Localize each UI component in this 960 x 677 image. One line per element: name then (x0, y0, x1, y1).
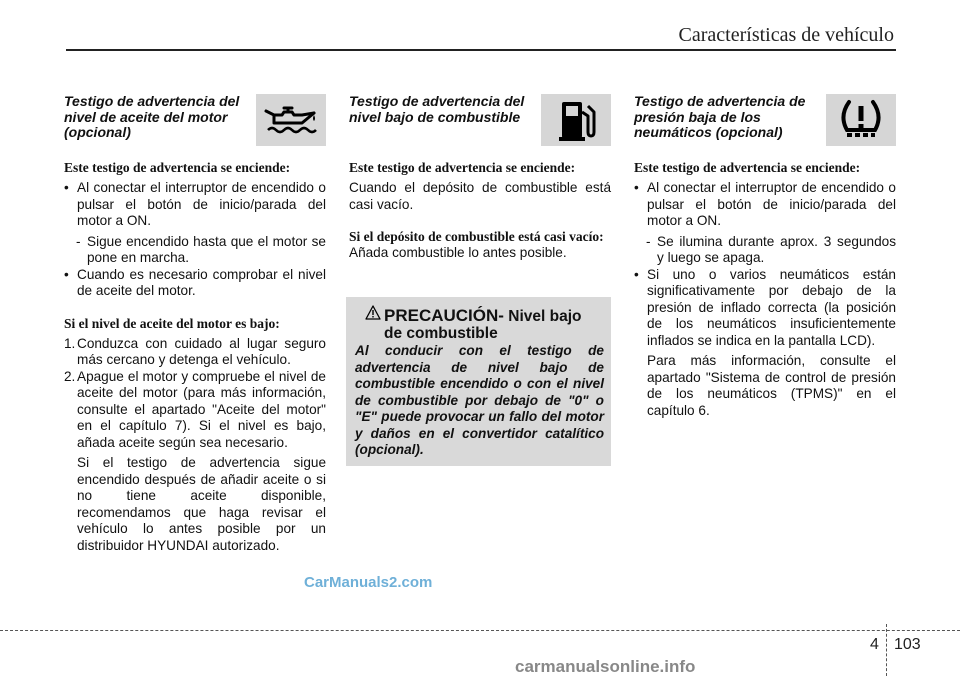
caution-title: PRECAUCIÓN- Nivel bajo de combustible (384, 306, 582, 342)
list-item: • Si uno o varios neumáticos están significativamente por debajo de la presión de inflado correcta (la posición de los neumáticos insuficientemente inflados se indica en la pantalla LCD). (634, 266, 896, 348)
oil-low-heading: Si el nivel de aceite del motor es bajo: (64, 315, 280, 331)
site-watermark: carmanualsonline.info (515, 657, 696, 676)
tire-warning-title: Testigo de advertencia de presión baja de los neumáticos (opcional) (634, 93, 806, 140)
header-rule (66, 49, 896, 51)
list-item: • Cuando es necesario comprobar el nivel de aceite del motor. (64, 266, 326, 298)
fuel-lights-text: Cuando el depósito de combustible está casi vacío. (349, 180, 611, 212)
caution-text: Al conducir con el testigo de advertencia de nivel bajo de combustible encendido o con el nivel de combustible por debajo de "0" o "E" puede provocar un fallo del motor y daños en el convertidor catalítico (opcional). (355, 343, 604, 457)
chapter-number: 4 (870, 636, 879, 653)
engine-oil-icon (262, 103, 320, 137)
tire-lights-heading: Este testigo de advertencia se enciende: (634, 160, 861, 175)
page-header-title: Características de vehículo (678, 24, 894, 46)
caution-box (346, 297, 611, 466)
oil-warning-title: Testigo de advertencia del nivel de aceite del motor (opcional) (64, 93, 240, 140)
tire-pressure-icon (835, 98, 887, 142)
oil-warning-section (64, 94, 326, 554)
page-separator (886, 624, 887, 676)
page-number: 103 (894, 636, 921, 653)
oil-lights-heading: Este testigo de advertencia se enciende: (64, 160, 291, 175)
list-item: • Al conectar el interruptor de encendido o pulsar el botón de inicio/parada del motor a ON. (634, 180, 896, 228)
list-item: 1. Conduzca con cuidado al lugar seguro más cercano y detenga el vehículo. (64, 335, 326, 367)
footer-rule (0, 630, 960, 631)
fuel-pump-icon (556, 98, 596, 142)
tire-icon-box (826, 94, 896, 146)
list-item: • Al conectar el interruptor de encendido o pulsar el botón de inicio/parada del motor a ON. (64, 180, 326, 228)
tire-note: Para más información, consulte el apartado "Sistema de control de presión de los neumáticos (TPMS)" en el capítulo 6. (647, 353, 896, 418)
oil-icon-box (256, 94, 326, 146)
fuel-empty-heading: Si el depósito de combustible está casi vacío: (349, 229, 604, 244)
fuel-empty-text: Añada combustible lo antes posible. (349, 245, 567, 260)
fuel-warning-title: Testigo de advertencia del nivel bajo de combustible (349, 93, 525, 125)
sub-list-item: - Sigue encendido hasta que el motor se pone en marcha. (76, 233, 326, 265)
oil-step-note: Si el testigo de advertencia sigue encendido después de añadir aceite o si no tiene aceite disponible, recomendamos que haga revisar el vehículo lo antes posible por un distribuidor HYUNDAI autorizado. (77, 455, 326, 553)
tire-warning-section (634, 94, 896, 419)
fuel-warning-section (349, 94, 611, 262)
list-item: 2. Apague el motor y compruebe el nivel de aceite del motor (para más información, consulte el apartado "Aceite del motor" en el capítulo 7). Si el nivel es bajo, añada aceite según sea necesario. (64, 368, 326, 450)
fuel-lights-heading: Este testigo de advertencia se enciende: (349, 160, 576, 175)
watermark-link[interactable]: CarManuals2.com (304, 574, 433, 591)
warning-triangle-icon (365, 305, 381, 320)
fuel-icon-box (541, 94, 611, 146)
sub-list-item: - Se ilumina durante aprox. 3 segundos y luego se apaga. (646, 233, 896, 265)
